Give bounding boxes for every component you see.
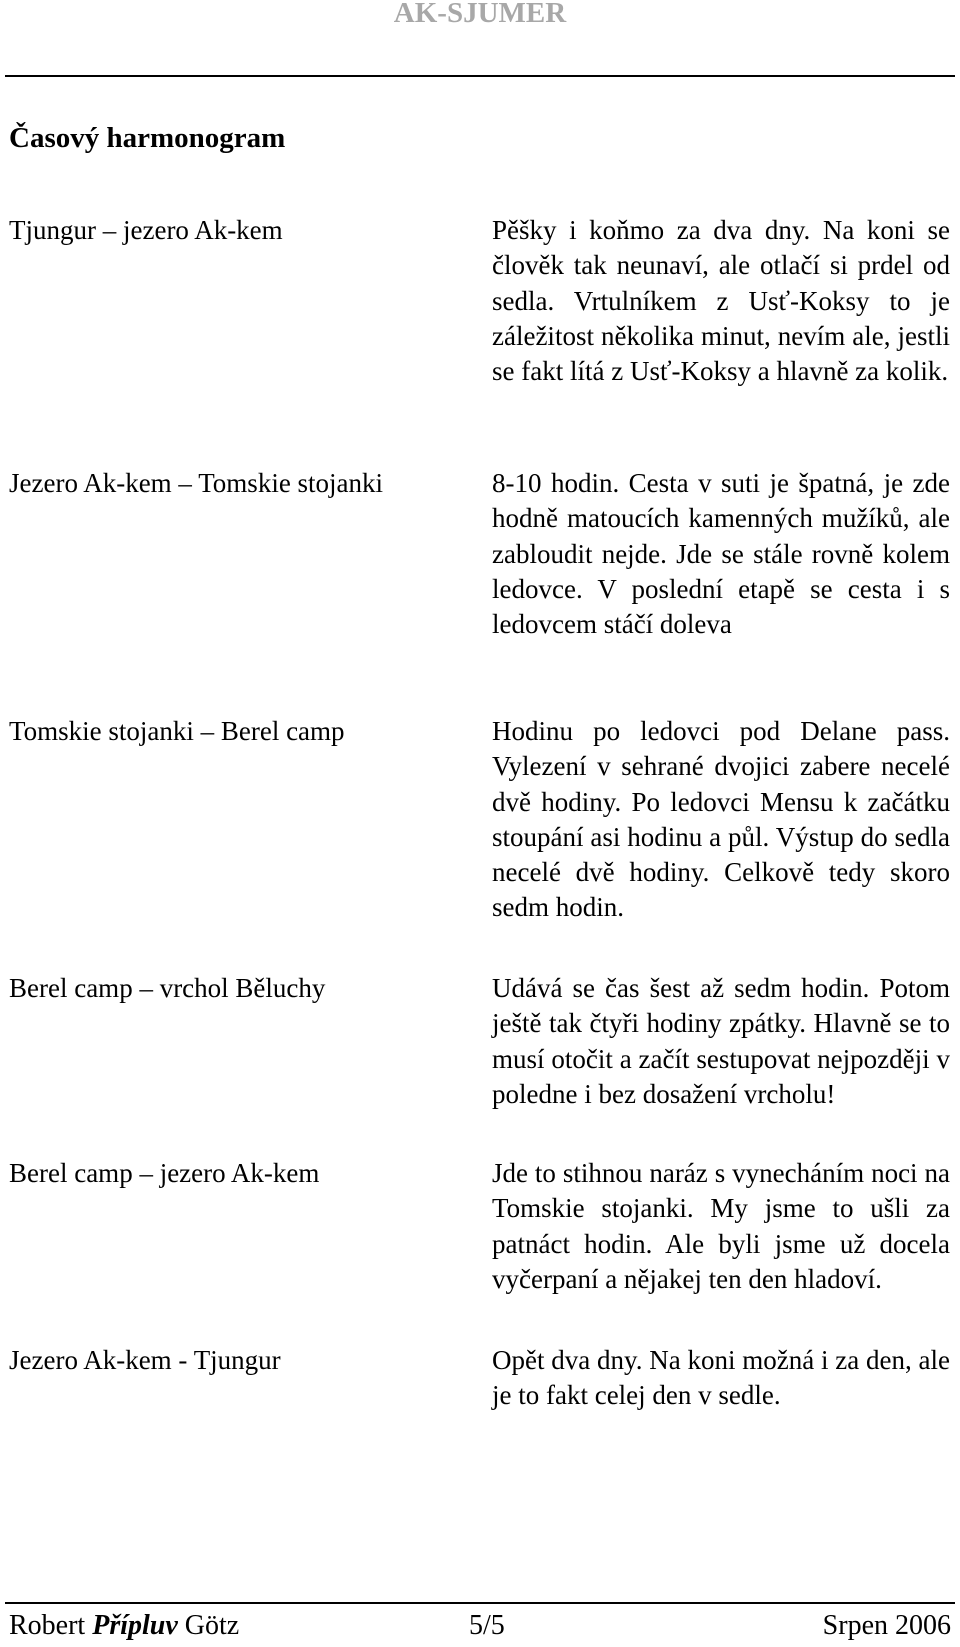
page-number: 5/5: [469, 1610, 505, 1641]
segment-route: Berel camp – jezero Ak-kem: [9, 1158, 320, 1188]
footer: [9, 1609, 951, 1645]
header-divider: [5, 75, 955, 77]
segment-note: Opět dva dny. Na koni možná i za den, ale je to fakt celej den v sedle.: [492, 1345, 950, 1411]
author-last-name: Götz: [184, 1610, 240, 1641]
author-nickname: Přípluv: [92, 1610, 178, 1641]
publication-date: Srpen 2006: [822, 1610, 951, 1641]
segment-note: Jde to stihnou naráz s vynecháním noci na Tomskie stojanki. My jsme to ušli za patnáct hodin. Ale byli jsme už docela vyčerpaní a nějakej ten den hladoví.: [492, 1158, 950, 1294]
segment-route: Tomskie stojanki – Berel camp: [9, 716, 345, 746]
segment-route: Jezero Ak-kem - Tjungur: [9, 1345, 281, 1375]
segment-note: Udává se čas šest až sedm hodin. Potom ještě tak čtyři hodiny zpátky. Hlavně se to musí otočit a začít sestupovat nejpozději v poledne i bez dosažení vrcholu!: [492, 973, 950, 1109]
segment-route: Tjungur – jezero Ak-kem: [9, 215, 283, 245]
running-header: AK-SJUMER: [393, 0, 567, 29]
author-first-name: Robert: [9, 1610, 86, 1641]
footer-divider: [5, 1602, 955, 1604]
segment-route: Berel camp – vrchol Běluchy: [9, 973, 326, 1003]
segment-note: Hodinu po ledovci pod Delane pass. Vylezení v sehrané dvojici zabere necelé dvě hodiny. Po ledovci Mensu k začátku stoupání asi hodinu a půl. Výstup do sedla necelé dvě hodiny. Celkově tedy skoro sedm hodin.: [492, 716, 950, 923]
author-name: [9, 1609, 239, 1643]
section-title: Časový harmonogram: [9, 122, 286, 154]
segment-note: 8-10 hodin. Cesta v suti je špatná, je zde hodně matoucích kamenných mužíků, ale zabloudit nejde. Jde se stále rovně kolem ledovce. V poslední etapě se cesta i s ledovcem stáčí doleva: [492, 468, 950, 640]
segment-note: Pěšky i koňmo za dva dny. Na koni se člověk tak neunaví, ale otlačí si prdel od sedla. Vrtulníkem z Usť-Koksy to je záležitost několika minut, nevím ale, jestli se fakt lítá z Usť-Koksy a hlavně za kolik.: [492, 215, 950, 387]
segment-route: Jezero Ak-kem – Tomskie stojanki: [9, 468, 384, 498]
